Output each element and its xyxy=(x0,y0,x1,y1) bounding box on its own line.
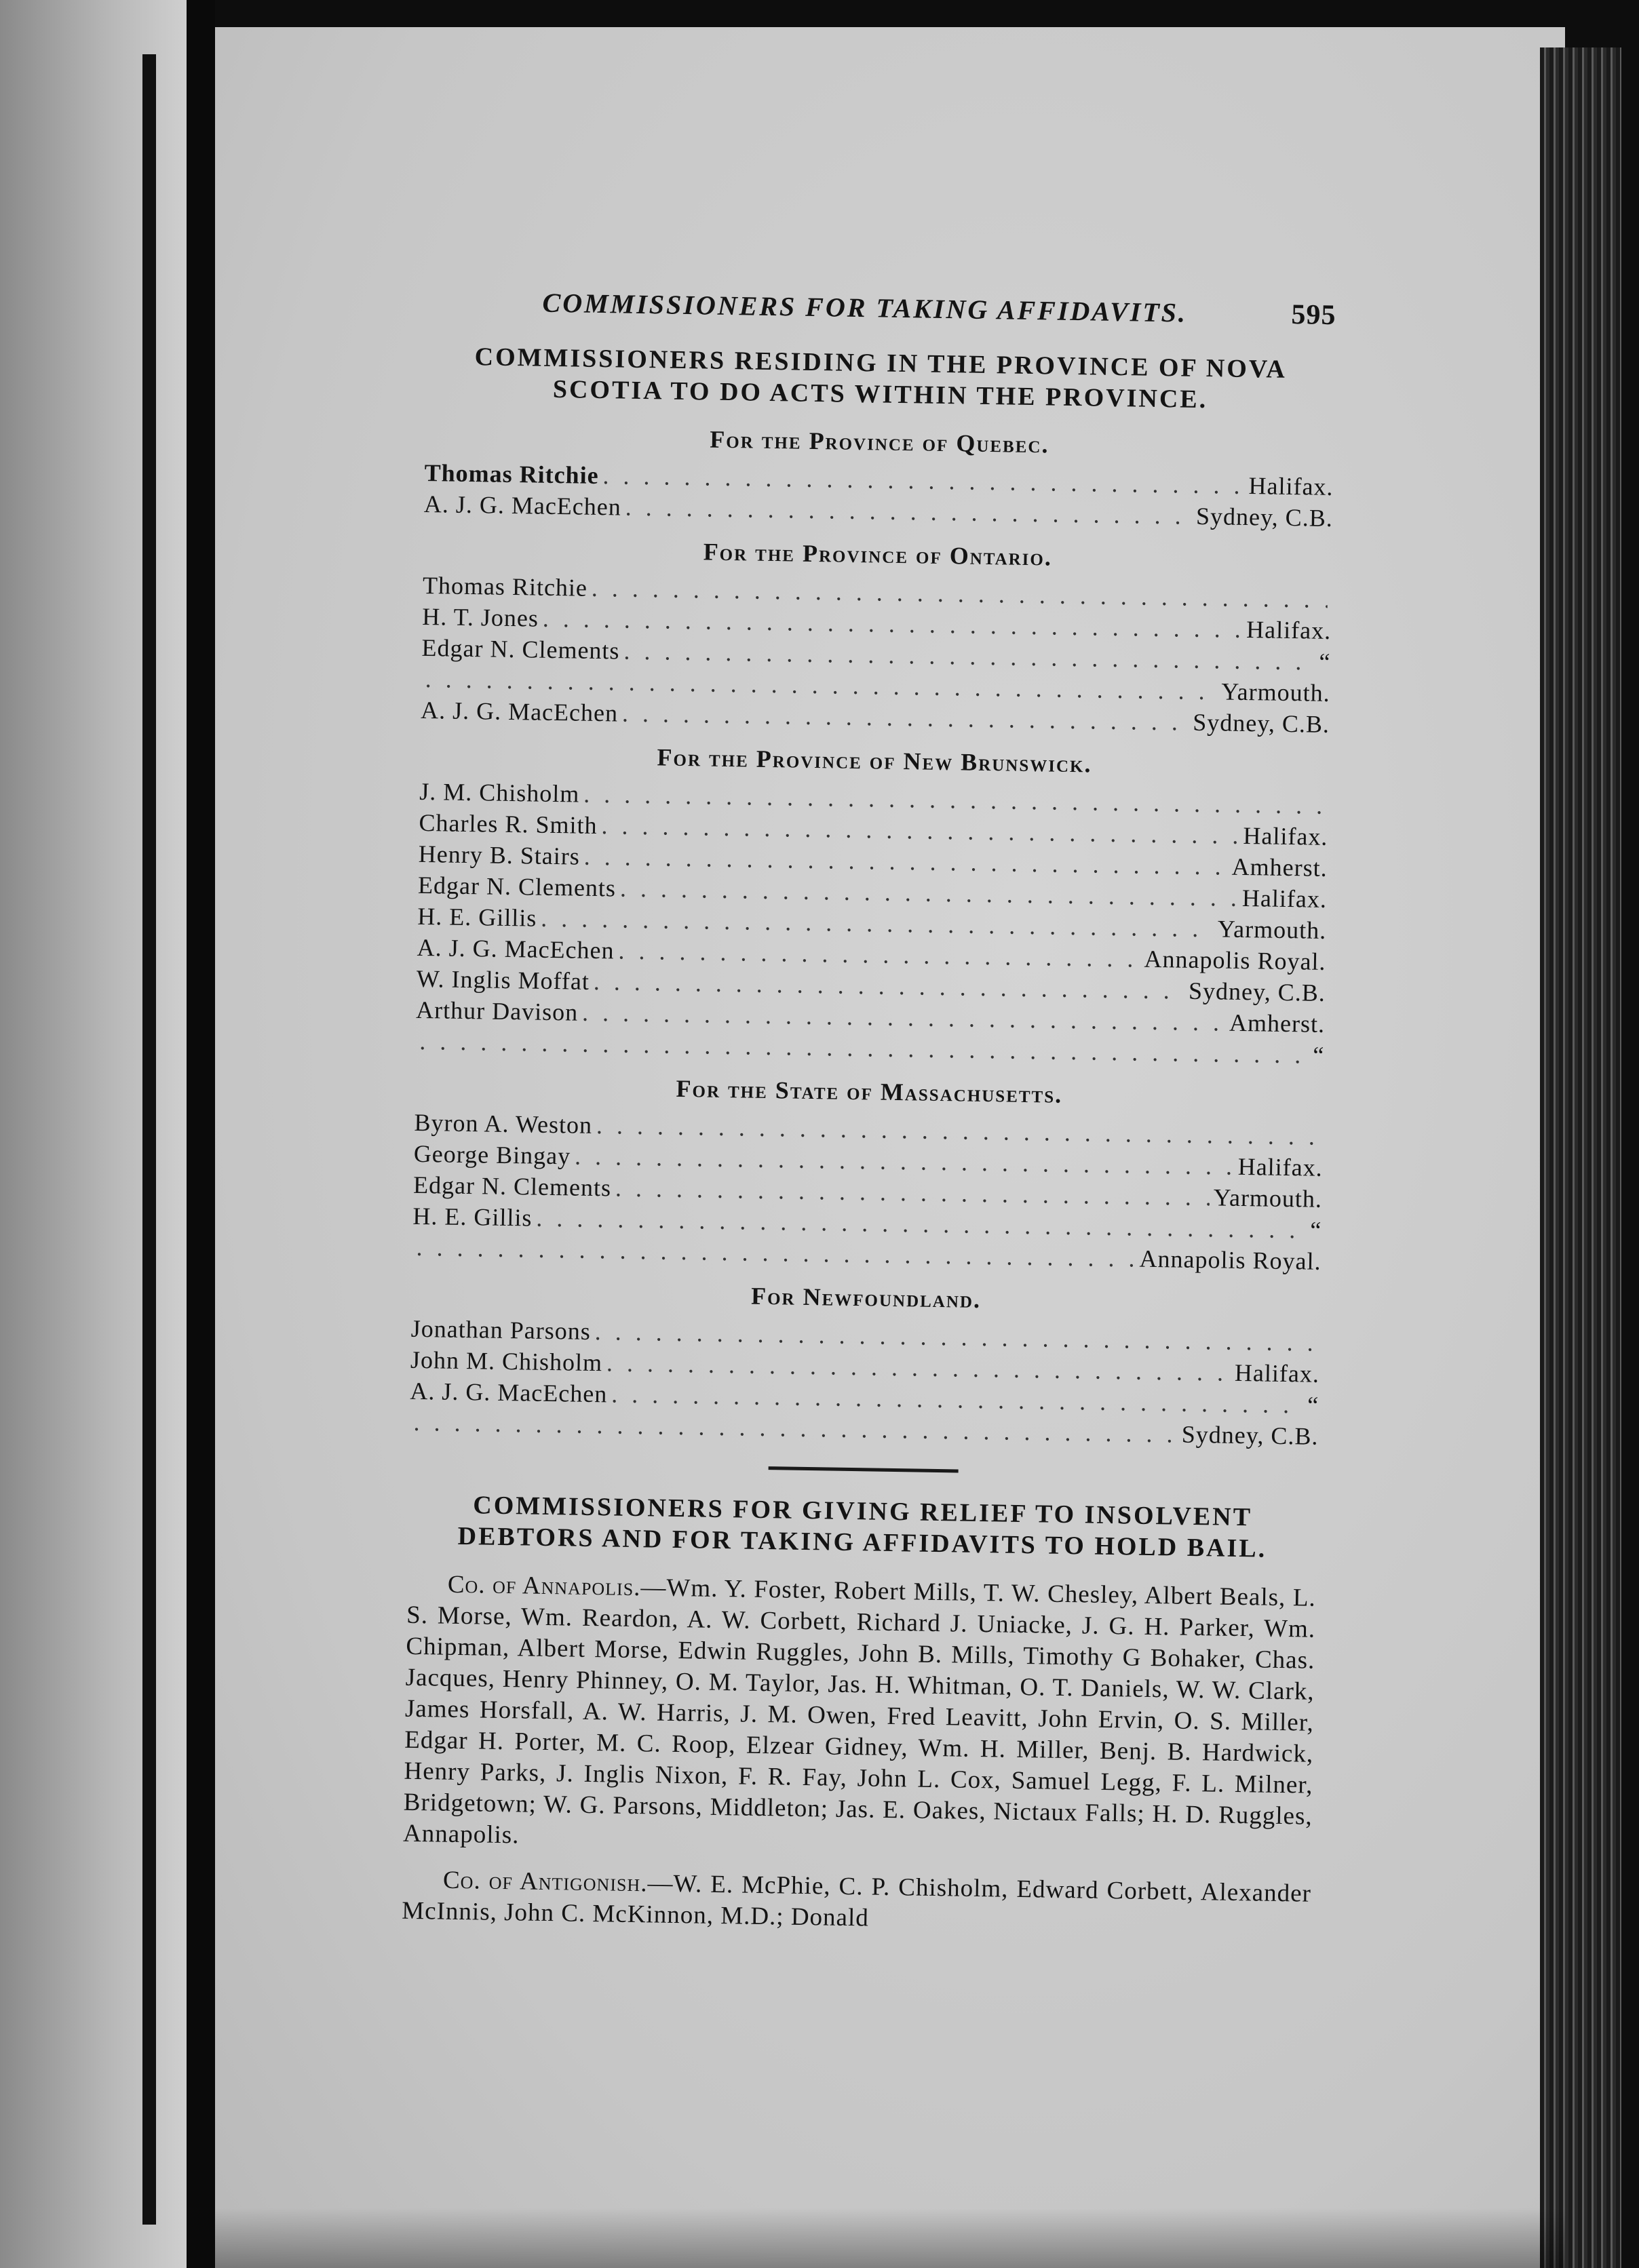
commissioner-name: A. J. G. MacEchen xyxy=(420,696,619,727)
commissioner-place: Annapolis Royal. xyxy=(1139,1245,1322,1275)
section-title: For the Province of Quebec. xyxy=(710,425,1049,458)
commissioner-place: “ xyxy=(1319,648,1331,676)
section-title: For the Province of New Brunswick. xyxy=(657,743,1092,778)
commissioner-place: Halifax. xyxy=(1248,472,1334,501)
commissioner-name: H. E. Gillis xyxy=(412,1202,533,1232)
commissioner-name: H. T. Jones xyxy=(422,602,539,632)
commissioner-name: Charles R. Smith xyxy=(419,808,598,840)
commissioner-name: Henry B. Stairs xyxy=(418,840,581,870)
heading-residing-commissioners: COMMISSIONERS RESIDING IN THE PROVINCE OF NOVA SCOTIA TO DO ACTS WITHIN THE PROVINCE. xyxy=(474,343,1288,414)
county-annapolis-text: —Wm. Y. Foster, Robert Mills, T. W. Chesley, Albert Beals, L. S. Morse, Wm. Reardon, A. W. Corbett, Richard J. Uniacke, J. G. H. Parker, Wm. Chipman, Albert Morse, Edwin Ruggles, John B. Mills, Timothy G Bohaker, Chas. Jacques, Henry Phinney, O. M. Taylor, Jas. H. Whitman, O. T. Daniels, W. W. Clark, James Horsfall, A. W. Harris, J. M. Owen, Fred Leavitt, John Ervin, O. S. Miller, Edgar H. Porter, M. C. Roop, Elzear Gidney, Wm. H. Miller, Benj. B. Hardwick, Henry Parks, J. Inglis Nixon, F. R. Fay, John L. Cox, Samuel Legg, F. L. Milner, Bridgetown; W. G. Parsons, Middleton; Jas. E. Oakes, Nictaux Falls; H. D. Ruggles, Annapolis. xyxy=(402,1573,1317,1850)
commissioner-place: Yarmouth. xyxy=(1221,678,1331,707)
commissioner-place: Sydney, C.B. xyxy=(1181,1420,1319,1450)
left-page-edge xyxy=(0,0,187,2268)
commissioner-name: George Bingay xyxy=(413,1139,571,1170)
commissioner-name: Arthur Davison xyxy=(415,996,579,1026)
page-content xyxy=(402,285,1336,1956)
running-head-title: COMMISSIONERS FOR TAKING AFFIDAVITS. xyxy=(542,287,1188,328)
commissioner-place: Halifax. xyxy=(1246,616,1332,644)
binding-strip xyxy=(187,0,215,2268)
page-stack-edge xyxy=(1540,47,1621,2268)
commissioner-place: “ xyxy=(1307,1391,1319,1419)
heading-insolvent-debtors: COMMISSIONERS FOR GIVING RELIEF TO INSOLVENT DEBTORS AND FOR TAKING AFFIDAVITS TO HOLD BAIL. xyxy=(457,1491,1267,1563)
section-title: For the State of Massachusetts. xyxy=(676,1074,1063,1108)
county-annapolis-paragraph xyxy=(403,1569,1316,1864)
commissioner-name: Edgar N. Clements xyxy=(412,1171,612,1202)
commissioner-place: “ xyxy=(1313,1041,1325,1069)
sections-list xyxy=(409,421,1334,1452)
commissioner-place: Halifax. xyxy=(1234,1358,1320,1388)
commissioner-name: Jonathan Parsons xyxy=(410,1314,592,1345)
page-number: 595 xyxy=(1291,299,1336,332)
book-gutter xyxy=(142,54,156,2225)
section-divider xyxy=(769,1466,959,1472)
commissioner-place: Amherst. xyxy=(1231,853,1328,882)
commissioner-name: Edgar N. Clements xyxy=(421,633,620,665)
commissioner-place: Sydney, C.B. xyxy=(1188,977,1326,1006)
commissioner-place: “ xyxy=(1309,1216,1322,1244)
commissioner-name: Byron A. Weston xyxy=(414,1108,593,1139)
county-antigonish-lead: Co. of Antigonish. xyxy=(442,1866,648,1898)
commissioner-place: Yarmouth. xyxy=(1217,915,1327,944)
commissioner-name: John M. Chisholm xyxy=(410,1346,603,1377)
county-antigonish-paragraph xyxy=(402,1864,1311,1941)
commissioner-name: Thomas Ritchie xyxy=(424,458,599,490)
county-annapolis-lead: Co. of Annapolis. xyxy=(447,1570,641,1602)
commissioner-name: A. J. G. MacEchen xyxy=(417,933,615,964)
commissioner-place: Halifax. xyxy=(1241,884,1328,913)
commissioner-place: Yarmouth. xyxy=(1213,1184,1323,1213)
commissioner-place: Sydney, C.B. xyxy=(1193,708,1330,738)
page-shadow xyxy=(215,2208,1565,2268)
commissioner-name: H. E. Gillis xyxy=(417,902,537,932)
section-title: For the Province of Ontario. xyxy=(703,538,1053,571)
commissioner-place: Halifax. xyxy=(1243,821,1328,850)
commissioner-name: A. J. G. MacEchen xyxy=(410,1377,608,1408)
commissioner-name: Thomas Ritchie xyxy=(422,571,588,602)
commissioner-place: Amherst. xyxy=(1229,1009,1326,1038)
commissioner-name: J. M. Chisholm xyxy=(419,777,580,808)
county-antigonish-text: —W. E. McPhie, C. P. Chisholm, Edward Corbett, Alexander McInnis, John C. McKinnon, M.D.; Donald xyxy=(402,1869,1312,1932)
commissioner-place: Sydney, C.B. xyxy=(1195,502,1334,532)
commissioner-name: W. Inglis Moffat xyxy=(416,964,590,995)
commissioner-place: Halifax. xyxy=(1237,1152,1324,1181)
commissioner-name: Edgar N. Clements xyxy=(417,871,617,902)
section-title: For Newfoundland. xyxy=(750,1282,982,1313)
commissioner-place: Annapolis Royal. xyxy=(1144,945,1326,975)
commissioner-name: A. J. G. MacEchen xyxy=(423,490,622,521)
